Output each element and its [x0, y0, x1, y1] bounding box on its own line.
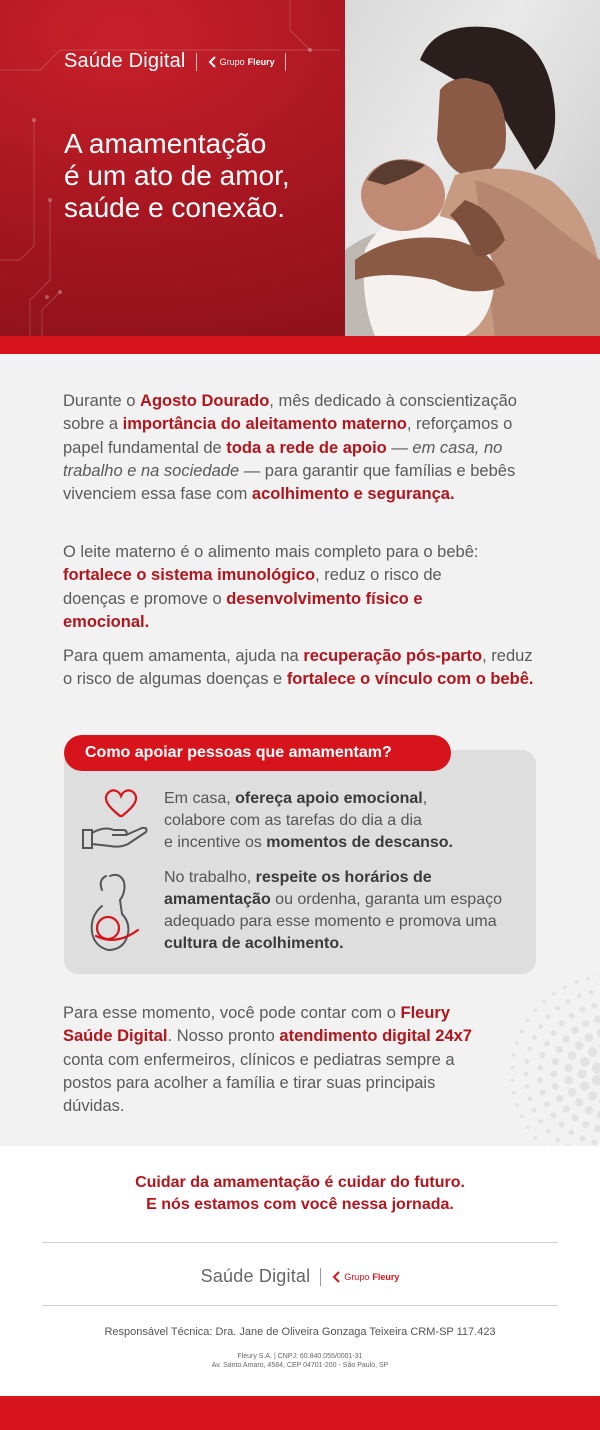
fleury-mark-icon	[207, 56, 217, 68]
footer-divider-top	[42, 1242, 558, 1243]
fleury-mark-icon	[331, 1271, 341, 1283]
brand-divider-end	[285, 53, 286, 71]
breastfeeding-icon	[86, 870, 146, 954]
footer-divider-bottom	[42, 1305, 558, 1306]
mother-baby-photo	[345, 0, 600, 336]
brand-divider	[196, 53, 197, 71]
hero-banner	[0, 0, 600, 336]
hero-red-divider	[0, 336, 600, 354]
technical-responsible: Responsável Técnica: Dra. Jane de Oliveira Gonzaga Teixeira CRM-SP 117.423	[104, 1326, 496, 1338]
footer-red-bar	[0, 1396, 600, 1430]
legal-info: Fleury S.A. | CNPJ: 60.840.055/0001-31 Av. Santo Amaro, 4584, CEP 04701-200 - São Paulo, SP	[211, 1353, 389, 1369]
brand-name: Saúde Digital	[64, 50, 186, 72]
footer-brand-name: Saúde Digital	[200, 1266, 311, 1286]
footer-grupo-fleury-logo: Grupo Fleury	[331, 1271, 399, 1283]
intro-paragraph-2: O leite materno é o alimento mais completo para o bebê: fortalece o sistema imunológico, reduz o risco de doenças e promove o desenvolvimento físico e emocional.	[63, 543, 479, 631]
support-item-home: Em casa, ofereça apoio emocional, colabore com as tarefas do dia a dia e incentive os momentos de descanso.	[164, 790, 453, 851]
main-content	[0, 354, 600, 1146]
footer-brand-divider	[320, 1268, 321, 1286]
photo-illustration	[345, 0, 600, 336]
hero-title: A amamentação é um ato de amor, saúde e conexão.	[64, 128, 290, 223]
intro-paragraph-1: Durante o Agosto Dourado, mês dedicado à conscientização sobre a importância do aleitamento materno, reforçamos o papel fundamental de toda a rede de apoio — em casa, no trabalho e na sociedade — para garantir que famílias e bebês vivenciem essa fase com acolhimento e segurança.	[63, 392, 517, 504]
support-heading: Como apoiar pessoas que amamentam?	[64, 735, 451, 771]
intro-paragraph-3: Para quem amamenta, ajuda na recuperação pós-parto, reduz o risco de algumas doenças e fortalece o vínculo com o bebê.	[63, 647, 534, 689]
support-item-work: No trabalho, respeite os horários de amamentação ou ordenha, garanta um espaço adequado para esse momento e promova uma cultura de acolhimento.	[164, 869, 502, 952]
footer-brand	[0, 1266, 600, 1287]
brand-header	[64, 50, 296, 73]
service-paragraph: Para esse momento, você pode contar com o Fleury Saúde Digital. Nosso pronto atendimento digital 24x7 conta com enfermeiros, clínicos e pediatras sempre a postos para acolher a família e tirar suas principais dúvidas.	[63, 1004, 472, 1116]
footer	[0, 1146, 600, 1396]
closing-message: Cuidar da amamentação é cuidar do futuro. E nós estamos com você nessa jornada.	[135, 1174, 465, 1213]
heart-hand-icon	[80, 786, 152, 850]
grupo-fleury-logo: Grupo Fleury	[207, 56, 275, 68]
